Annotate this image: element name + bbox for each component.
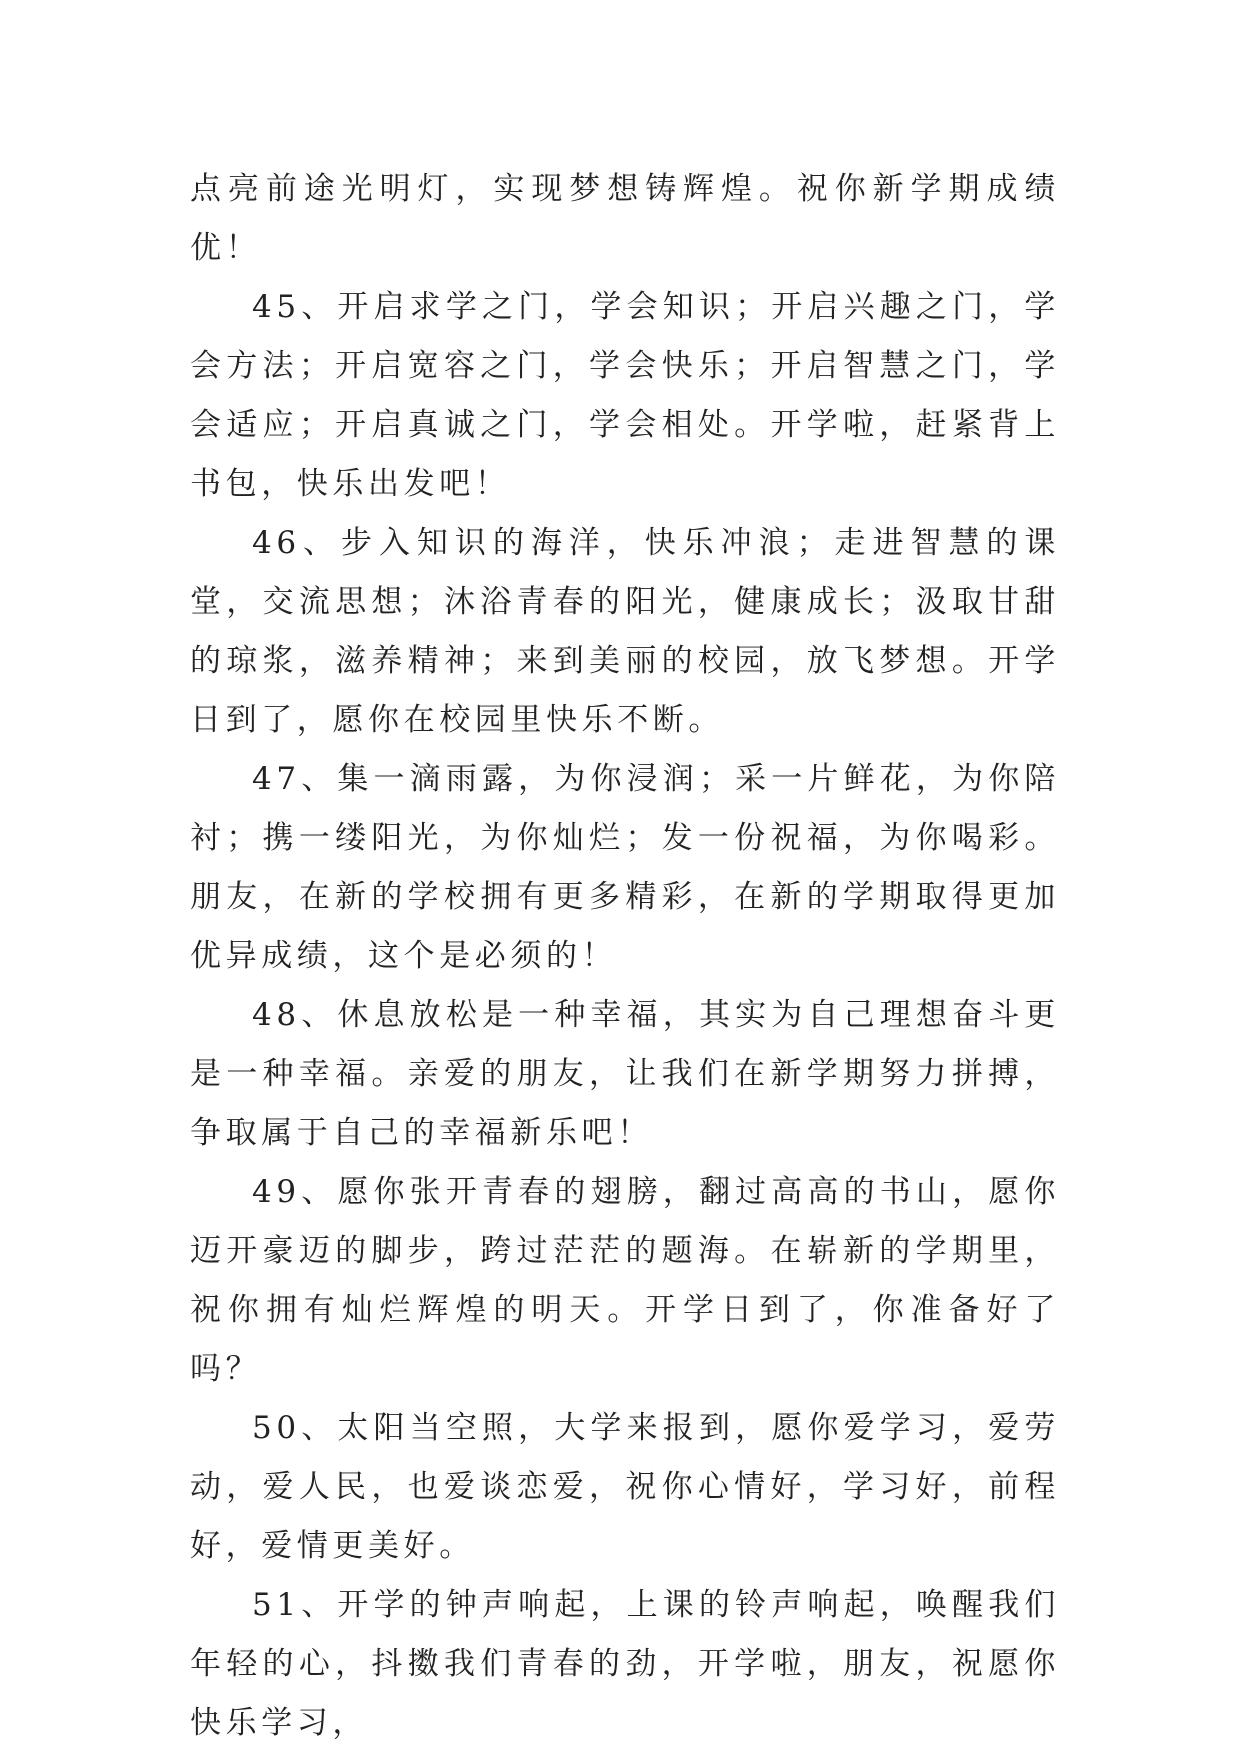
paragraph-continuation: 点亮前途光明灯，实现梦想铸辉煌。祝你新学期成绩优！ bbox=[190, 171, 1060, 266]
document-body bbox=[190, 160, 1060, 1753]
paragraph-51: 51、开学的钟声响起，上课的铃声响起，唤醒我们年轻的心，抖擞我们青春的劲，开学啦，朋友，祝愿你快乐学习， bbox=[190, 1587, 1060, 1741]
paragraph-50: 50、太阳当空照，大学来报到，愿你爱学习，爱劳动，爱人民，也爱谈恋爱，祝你心情好，学习好，前程好，爱情更美好。 bbox=[190, 1410, 1060, 1564]
paragraph-49: 49、愿你张开青春的翅膀，翻过高高的书山，愿你迈开豪迈的脚步，跨过茫茫的题海。在崭新的学期里，祝你拥有灿烂辉煌的明天。开学日到了，你准备好了吗？ bbox=[190, 1174, 1060, 1387]
paragraph-45: 45、开启求学之门，学会知识；开启兴趣之门，学会方法；开启宽容之门，学会快乐；开启智慧之门，学会适应；开启真诚之门，学会相处。开学啦，赶紧背上书包，快乐出发吧！ bbox=[190, 289, 1060, 502]
paragraph-48: 48、休息放松是一种幸福，其实为自己理想奋斗更是一种幸福。亲爱的朋友，让我们在新学期努力拼搏，争取属于自己的幸福新乐吧！ bbox=[190, 997, 1060, 1151]
paragraph-46: 46、步入知识的海洋，快乐冲浪；走进智慧的课堂，交流思想；沐浴青春的阳光，健康成长；汲取甘甜的琼浆，滋养精神；来到美丽的校园，放飞梦想。开学日到了，愿你在校园里快乐不断。 bbox=[190, 525, 1060, 738]
paragraph-47: 47、集一滴雨露，为你浸润；采一片鲜花，为你陪衬；携一缕阳光，为你灿烂；发一份祝福，为你喝彩。朋友，在新的学校拥有更多精彩，在新的学期取得更加优异成绩，这个是必须的！ bbox=[190, 761, 1060, 974]
